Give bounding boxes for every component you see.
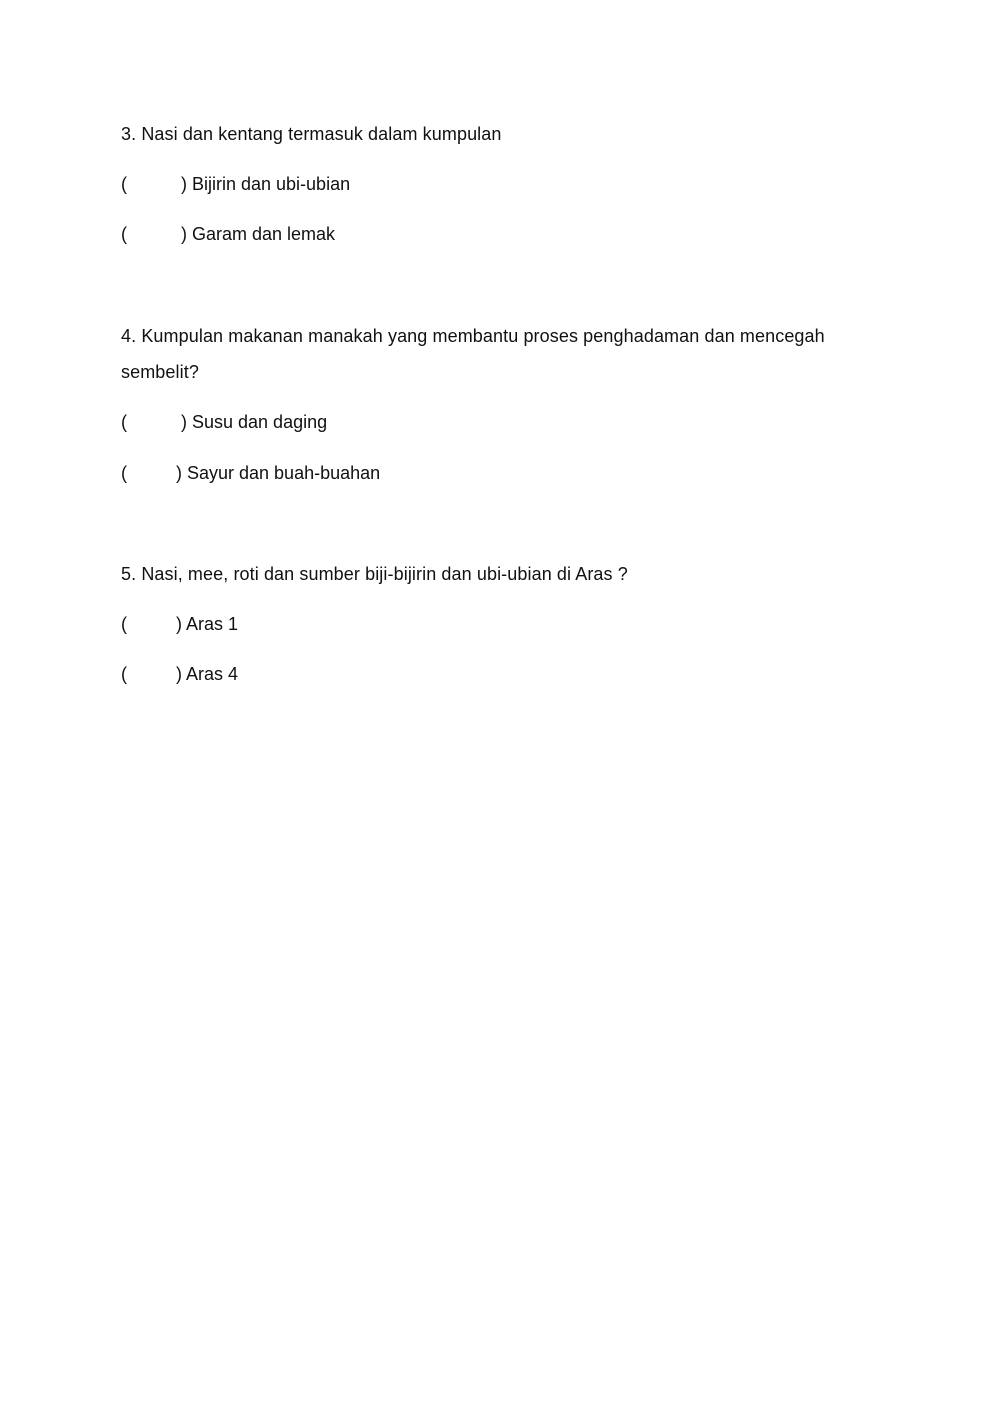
- option-label: ) Aras 1: [176, 614, 239, 634]
- answer-bracket-open: (: [121, 174, 127, 194]
- question-3-option-1[interactable]: [121, 175, 350, 193]
- option-label: ) Bijirin dan ubi-ubian: [181, 174, 351, 194]
- question-3-text: 3. Nasi dan kentang termasuk dalam kumpulan: [121, 124, 502, 144]
- option-label: ) Aras 4: [176, 664, 239, 684]
- question-4-option-1[interactable]: [121, 413, 327, 431]
- question-5-text: 5. Nasi, mee, roti dan sumber biji-bijirin dan ubi-ubian di Aras ?: [121, 564, 628, 584]
- answer-bracket-open: (: [121, 463, 127, 483]
- answer-bracket-open: (: [121, 412, 127, 432]
- question-4-option-2[interactable]: [121, 464, 380, 482]
- answer-bracket-open: (: [121, 614, 127, 634]
- answer-bracket-open: (: [121, 224, 127, 244]
- question-4-text-line-2: sembelit?: [121, 362, 199, 382]
- answer-bracket-open: (: [121, 664, 127, 684]
- question-3-option-2[interactable]: [121, 225, 335, 243]
- question-5-option-1[interactable]: [121, 615, 238, 633]
- question-5-option-2[interactable]: [121, 665, 238, 683]
- option-label: ) Sayur dan buah-buahan: [176, 463, 381, 483]
- option-label: ) Garam dan lemak: [181, 224, 336, 244]
- option-label: ) Susu dan daging: [181, 412, 328, 432]
- question-4-text-line-1: 4. Kumpulan makanan manakah yang membantu proses penghadaman dan mencegah: [121, 326, 825, 346]
